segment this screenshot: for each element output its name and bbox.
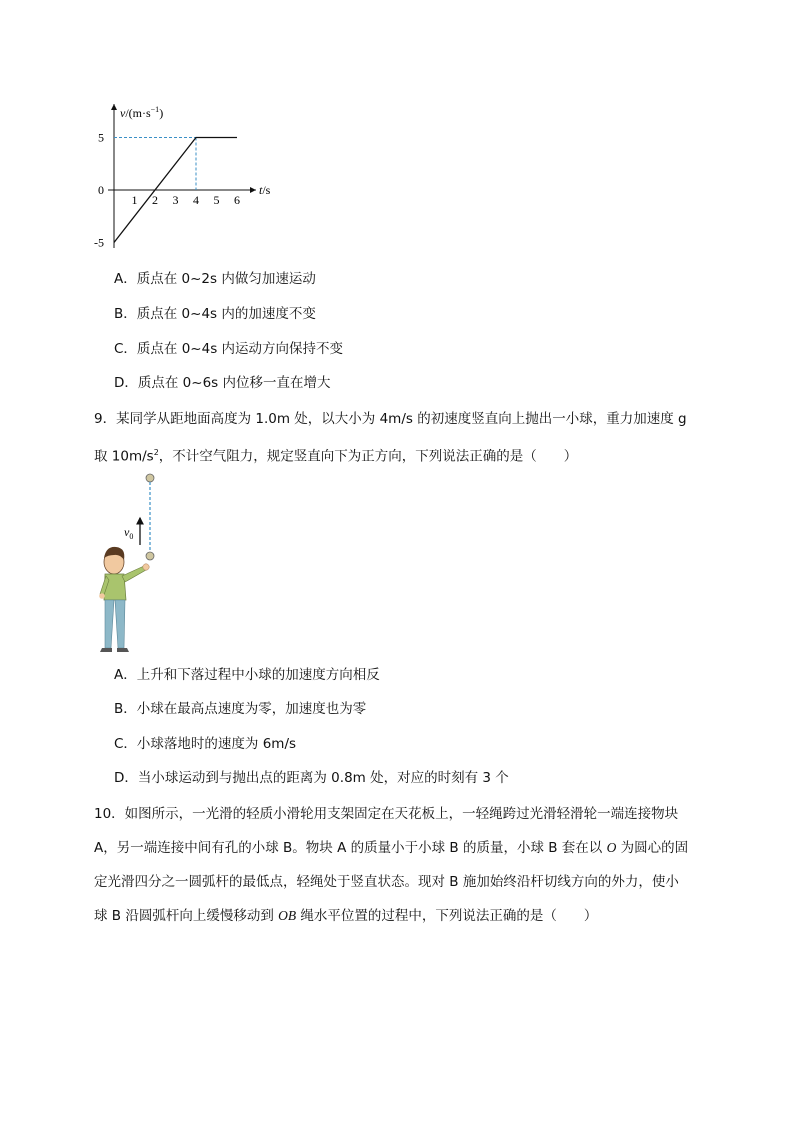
ball-highest-position bbox=[146, 474, 154, 482]
v0-label: $v_0$ bbox=[124, 525, 134, 541]
x-tick-label: 6 bbox=[234, 193, 240, 207]
q9-option-a: A．上升和下落过程中小球的加速度方向相反 bbox=[114, 667, 380, 683]
q8-option-d: D．质点在 0~6s 内位移一直在增大 bbox=[114, 375, 331, 391]
q8-option-a: A．质点在 0~2s 内做匀加速运动 bbox=[114, 271, 316, 287]
q10-stem-line-1: 10．如图所示，一光滑的轻质小滑轮用支架固定在天花板上，一轻绳跨过光滑轻滑轮一端连接物块 bbox=[94, 806, 679, 822]
q8-option-b: B．质点在 0~4s 内的加速度不变 bbox=[114, 306, 316, 322]
x-axis-label: t/s bbox=[259, 183, 271, 197]
q9-option-b: B．小球在最高点速度为零，加速度也为零 bbox=[114, 701, 367, 717]
q9-stem-line-2: 取 $10m/s^2$，不计空气阻力，规定竖直向下为正方向，下列说法正确的是（ ） bbox=[94, 448, 578, 465]
velocity-time-graph bbox=[96, 96, 286, 256]
student-figure bbox=[99, 547, 149, 652]
q9-stem bbox=[94, 402, 704, 474]
x-tick-label: 1 bbox=[131, 193, 138, 207]
q10-stem bbox=[94, 797, 704, 933]
x-tick-label: 4 bbox=[193, 193, 199, 207]
q9-option-d: D．当小球运动到与抛出点的距离为 0.8m 处，对应的时刻有 3 个 bbox=[114, 770, 509, 786]
x-tick-label: 2 bbox=[152, 193, 158, 207]
ball-throw-figure bbox=[96, 470, 186, 655]
q10-stem-line-2: A，另一端连接中间有孔的小球 B。物块 A 的质量小于小球 B 的质量，小球 B 套在以 O 为圆心的固 bbox=[94, 840, 689, 856]
q8-option-c: C．质点在 0~4s 内运动方向保持不变 bbox=[114, 341, 344, 357]
x-tick-label: 5 bbox=[213, 193, 220, 207]
ball-launch-position bbox=[146, 552, 154, 560]
x-tick-label: 3 bbox=[172, 193, 179, 207]
q10-stem-line-4: 球 B 沿圆弧杆向上缓慢移动到 OB 绳水平位置的过程中，下列说法正确的是（ ） bbox=[94, 908, 598, 924]
q9-stem-line-1: 9．某同学从距地面高度为 1.0m 处，以大小为 4m/s 的初速度竖直向上抛出一小球，重力加速度 g bbox=[94, 411, 687, 427]
q10-stem-line-3: 定光滑四分之一圆弧杆的最低点，轻绳处于竖直状态。现对 B 施加始终沿杆切线方向的外力，使小 bbox=[94, 874, 679, 890]
y-tick-label: -5 bbox=[94, 235, 104, 250]
y-tick-label: 5 bbox=[98, 130, 104, 145]
y-axis-label: $v/(m\cdot s^{-1})$ bbox=[120, 105, 164, 120]
y-tick-label: 0 bbox=[98, 183, 104, 197]
q9-option-c: C．小球落地时的速度为 6m/s bbox=[114, 736, 297, 752]
